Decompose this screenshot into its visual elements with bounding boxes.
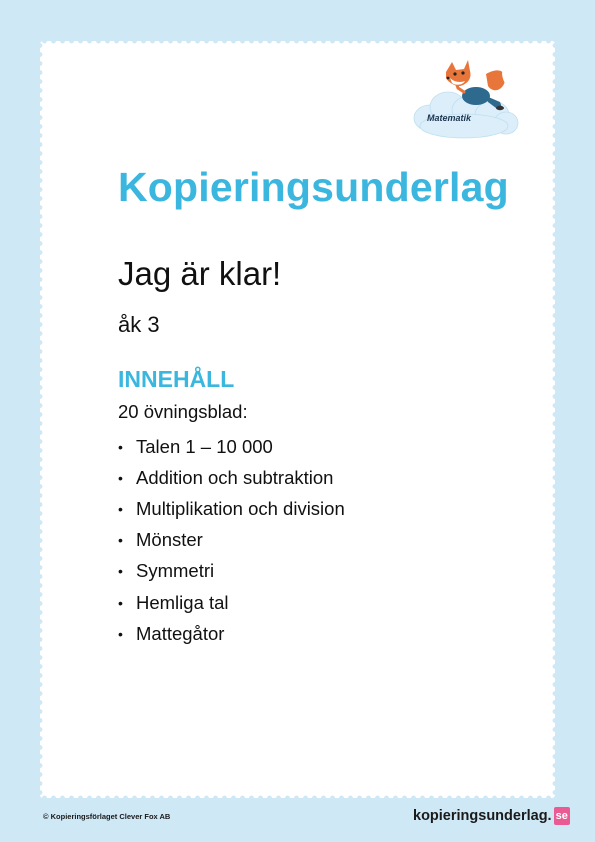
list-item-label: Mönster xyxy=(136,529,203,551)
bullet-icon: • xyxy=(118,532,123,549)
list-item-label: Multiplikation och division xyxy=(136,497,345,519)
list-item xyxy=(118,556,345,587)
list-item xyxy=(118,525,345,556)
bullet-icon: • xyxy=(118,625,123,642)
fox-on-cloud-icon xyxy=(408,52,520,144)
bullet-icon: • xyxy=(118,469,123,486)
perforation-right xyxy=(551,41,559,798)
site-logo[interactable] xyxy=(413,805,570,827)
list-item xyxy=(118,431,345,462)
bullet-icon: • xyxy=(118,563,123,580)
grade-label: åk 3 xyxy=(118,312,160,337)
perforation-bottom xyxy=(40,794,555,802)
subject-label: Matematik xyxy=(426,113,471,123)
contents-intro: 20 övningsblad: xyxy=(118,401,248,422)
list-item-label: Hemliga tal xyxy=(136,591,229,613)
perforation-left xyxy=(36,41,44,798)
list-item-label: Mattegåtor xyxy=(136,622,225,644)
page-subtitle: Jag är klar! xyxy=(118,255,282,292)
bullet-icon: • xyxy=(118,594,123,611)
site-tld-badge: se xyxy=(554,807,570,825)
contents-heading: INNEHÅLL xyxy=(118,366,235,392)
bullet-icon: • xyxy=(118,438,123,455)
list-item xyxy=(118,462,345,493)
list-item xyxy=(118,493,345,524)
page-title: Kopieringsunderlag xyxy=(118,164,509,210)
list-item-label: Symmetri xyxy=(136,560,215,582)
perforation-top xyxy=(40,37,555,45)
list-item-label: Addition och subtraktion xyxy=(136,466,334,488)
site-name: kopieringsunderlag. xyxy=(413,808,552,824)
copyright-notice: © Kopieringsförlaget Clever Fox AB xyxy=(43,812,171,821)
contents-list xyxy=(118,431,345,649)
list-item xyxy=(118,618,345,649)
bullet-icon: • xyxy=(118,500,123,517)
list-item xyxy=(118,587,345,618)
list-item-label: Talen 1 – 10 000 xyxy=(136,435,273,457)
